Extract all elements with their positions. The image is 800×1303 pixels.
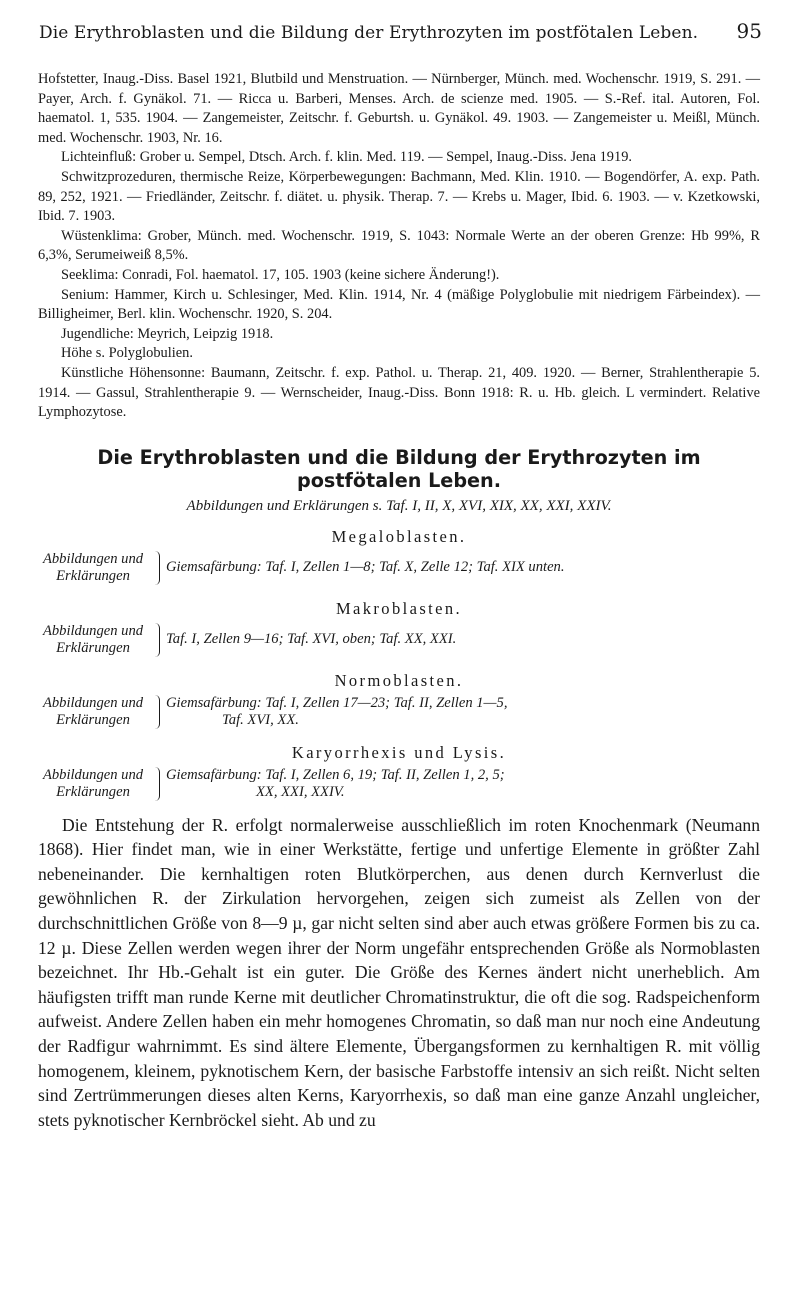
- figure-reference-line: XX, XXI, XXIV.: [256, 783, 345, 800]
- section-subheading: Abbildungen und Erklärungen s. Taf. I, II, X, XVI, XIX, XX, XXI, XXIV.: [186, 497, 612, 514]
- reference-list: [38, 70, 760, 423]
- cell-type-title: Karyorrhexis und Lysis.: [291, 742, 507, 762]
- brace-divider: [154, 767, 160, 801]
- figure-reference: [166, 631, 456, 648]
- cell-type-title: Megaloblasten.: [331, 526, 467, 546]
- figure-label: [38, 695, 152, 729]
- running-header: [38, 20, 760, 44]
- cell-type-title: Normoblasten.: [334, 670, 464, 690]
- reference-entry: Hofstetter, Inaug.-Diss. Basel 1921, Blutbild und Menstruation. — Nürnberger, Münch. med. Wochenschr. 1919, S. 291. — Payer, Arch. f. Gynäkol. 71. — Ricca u. Barberi, Menses. Arch. de scienze med. 1905. — S.-Ref. ital. Autoren, Fol. haematol. 1, 535. 1904. — Zangemeister, Zeitschr. f. Geburtsh. u. Gynäkol. 49. 1903. — Zangemeister u. Meißl, Münch. med. Wochenschr. 1903, Nr. 16.: [38, 71, 760, 146]
- figure-reference-row: [38, 695, 760, 729]
- figure-reference-row: [38, 551, 760, 585]
- figure-label: [38, 767, 152, 801]
- body-paragraph: Die Entstehung der R. erfolgt normalerweise ausschließlich im roten Knochenmark (Neumann 1868). Hier findet man, wie in einer Werkstätte, fertige und unfertige Elemente in größter Zahl nebeneinander. Die kernhaltigen roten Blutkörperchen, aus denen durch Kernverlust die gewöhnlichen R. der Zirkulation hervorgehen, zeigen sich zumeist als Zellen von der durchschnittlichen Größe von 8—9 µ, gar nicht selten sind aber auch etwas größere Formen bis zu ca. 12 µ. Diese Zellen werden wegen ihrer der Norm ungefähr entsprechenden Größe als Normoblasten bezeichnet. Ihr Hb.-Gehalt ist ein guter. Die Größe des Kernes ändert nicht unerheblich. Am häufigsten trifft man runde Kerne mit deutlicher Chromatinstruktur, die oft die sog. Radspeichenform aufweist. Andere Zellen haben ein mehr homogenes Chromatin, so daß man nur noch eine Andeutung der Radfigur wahrnimmt. Es sind ältere Elemente, Übergangsformen zu kernhaltigen R. mit völlig homogenem, kleinem, pyknotischem Kern, der basische Farbstoffe intensiv an sich reißt. Nicht selten sind Zertrümmerungen dieses alten Kerns, Karyorrhexis, so daß man eine ganze Anzahl ungleicher, stets pyknotischer Kernbröckel sieht. Ab und zu: [38, 814, 760, 1130]
- reference-entry: Seeklima: Conradi, Fol. haematol. 17, 105. 1903 (keine sichere Änderung!).: [61, 266, 500, 283]
- brace-divider: [154, 623, 160, 657]
- cell-type-block-megaloblasten: [38, 527, 760, 585]
- reference-entry: Jugendliche: Meyrich, Leipzig 1918.: [61, 325, 274, 342]
- figure-label-line: Abbildungen und: [42, 694, 144, 711]
- figure-reference-line: Taf. I, Zellen 9—16; Taf. XVI, oben; Taf. XX, XXI.: [166, 631, 457, 648]
- figure-reference-line: Taf. XVI, XX.: [222, 711, 299, 728]
- figure-reference-line: Giemsafärbung: Taf. I, Zellen 6, 19; Taf. II, Zellen 1, 2, 5;: [166, 766, 505, 783]
- reference-entry: Künstliche Höhensonne: Baumann, Zeitschr. f. exp. Pathol. u. Therap. 21, 409. 1920. — Berner, Strahlentherapie 5. 1914. — Gassul, Strahlentherapie 9. — Wernscheider, Inaug.-Diss. Bonn 1918: R. u. Hb. gleich. L vermindert. Relative Lymphozytose.: [38, 364, 760, 421]
- figure-label-line: Erklärungen: [56, 567, 130, 584]
- cell-type-title: Makroblasten.: [335, 598, 463, 618]
- cell-type-block-karyorrhexis: [38, 743, 760, 801]
- figure-label-line: Erklärungen: [56, 783, 130, 800]
- figure-reference-line: Giemsafärbung: Taf. I, Zellen 17—23; Taf. II, Zellen 1—5,: [166, 694, 508, 711]
- figure-label-line: Abbildungen und: [42, 622, 144, 639]
- figure-reference: [166, 559, 565, 576]
- running-title: Die Erythroblasten und die Bildung der Erythrozyten im postfötalen Leben.: [39, 23, 699, 43]
- figure-label: [38, 623, 152, 657]
- figure-reference: [166, 695, 507, 729]
- brace-divider: [154, 695, 160, 729]
- figure-label: [38, 551, 152, 585]
- figure-label-line: Abbildungen und: [42, 550, 144, 567]
- figure-reference-row: [38, 767, 760, 801]
- figure-reference: [166, 767, 505, 801]
- figure-reference-row: [38, 623, 760, 657]
- reference-entry: Senium: Hammer, Kirch u. Schlesinger, Med. Klin. 1914, Nr. 4 (mäßige Polyglobulie mit niedrigem Färbeindex). — Billigheimer, Berl. klin. Wochenschr. 1920, S. 204.: [38, 286, 760, 323]
- section-heading: Die Erythroblasten und die Bildung der Erythrozyten im postfötalen Leben.: [97, 445, 701, 492]
- figure-label-line: Erklärungen: [56, 711, 130, 728]
- reference-entry: Höhe s. Polyglobulien.: [61, 345, 193, 362]
- reference-entry: Lichteinfluß: Grober u. Sempel, Dtsch. Arch. f. klin. Med. 119. — Sempel, Inaug.-Diss. Jena 1919.: [61, 149, 632, 166]
- body-text: [38, 813, 760, 1133]
- figure-reference-line: Giemsafärbung: Taf. I, Zellen 1—8; Taf. X, Zelle 12; Taf. XIX unten.: [166, 559, 565, 576]
- cell-type-block-makroblasten: [38, 599, 760, 657]
- reference-entry: Wüstenklima: Grober, Münch. med. Wochenschr. 1919, S. 1043: Normale Werte an der oberen Grenze: Hb 99%, R 6,3%, Serumeiweiß 8,5%.: [38, 227, 760, 264]
- figure-label-line: Abbildungen und: [42, 766, 144, 783]
- brace-divider: [154, 551, 160, 585]
- figure-label-line: Erklärungen: [56, 639, 130, 656]
- page-number: 95: [736, 19, 762, 43]
- cell-type-block-normoblasten: [38, 671, 760, 729]
- reference-entry: Schwitzprozeduren, thermische Reize, Körperbewegungen: Bachmann, Med. Klin. 1910. — Bogendörfer, A. exp. Path. 89, 252, 1921. — Friedländer, Zeitschr. f. diätet. u. physik. Therap. 7. — Krebs u. Mager, Ibid. 6. 1903. — v. Kzetkowski, Ibid. 7. 1903.: [38, 168, 760, 225]
